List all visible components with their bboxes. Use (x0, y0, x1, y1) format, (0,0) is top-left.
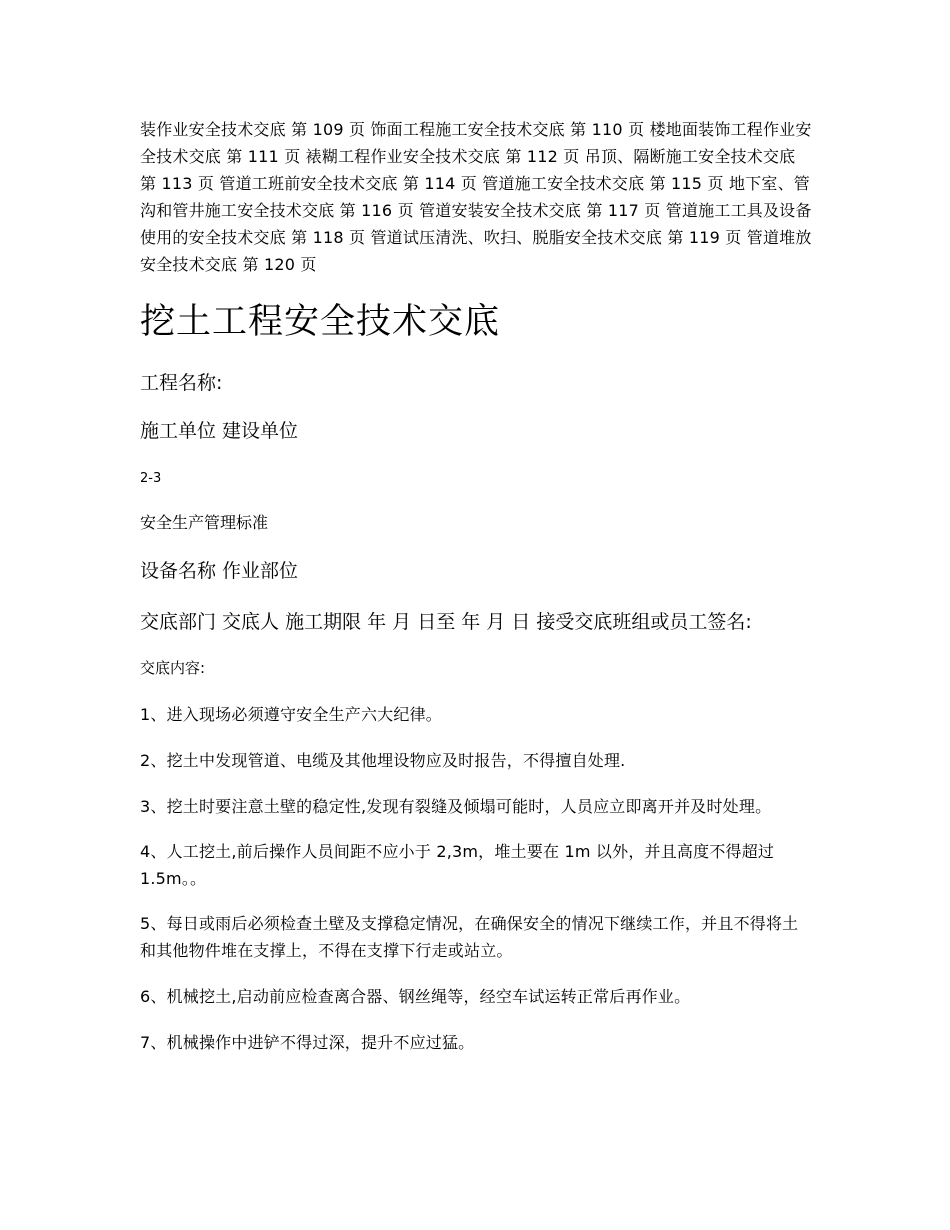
list-item: 6、机械挖土,启动前应检查离合器、钢丝绳等，经空车试运转正常后再作业。 (140, 987, 691, 1006)
standard-name: 安全生产管理标准 (140, 513, 269, 532)
list-item: 3、挖土时要注意土壁的稳定性,发现有裂缝及倾塌可能时，人员应立即离开并及时处理。 (140, 797, 772, 816)
project-name-field: 工程名称: (140, 372, 223, 394)
table-of-contents-text: 装作业安全技术交底 第 109 页 饰面工程施工安全技术交底 第 110 页 楼地面装饰工程作业安全技术交底 第 111 页 裱糊工程作业安全技术交底 第 112 页 吊顶、隔断施工安全技术交底 第 113 页 管道工班前安全技术交底 第 114 页 管道施工安全技术交底 第 115 页 地下室、管沟和管井施工安全技术交底 第 116 页 管道安装安全技术交底 第 117 页 管道施工工具及设备使用的安全技术交底 第 118 页 管道试压清洗、吹扫、脱脂安全技术交底 第 119 页 管道堆放安全技术交底 第 120 页 (140, 120, 812, 274)
document-page (140, 116, 812, 1056)
handover-line: 交底部门 交底人 施工期限 年 月 日至 年 月 日 接受交底班组或员工签名: (140, 611, 752, 633)
document-title: 挖土工程安全技术交底 (140, 302, 501, 342)
list-item: 1、进入现场必须遵守安全生产六大纪律。 (140, 705, 442, 724)
list-item: 4、人工挖土,前后操作人员间距不应小于 2,3m，堆土要在 1m 以外，并且高度不得超过 1.5m。。 (140, 842, 775, 888)
equipment-line: 设备名称 作业部位 (140, 560, 299, 582)
list-item: 7、机械操作中进铲不得过深，提升不应过猛。 (140, 1033, 475, 1052)
list-item: 2、挖土中发现管道、电缆及其他埋设物应及时报告，不得擅自处理. (140, 751, 626, 770)
document-code: 2-3 (140, 471, 162, 486)
content-label: 交底内容: (140, 659, 206, 677)
list-item: 5、每日或雨后必须检查土壁及支撑稳定情况，在确保安全的情况下继续工作，并且不得将土和其他物件堆在支撑上，不得在支撑下行走或站立。 (140, 914, 799, 960)
units-line: 施工单位 建设单位 (140, 420, 299, 442)
